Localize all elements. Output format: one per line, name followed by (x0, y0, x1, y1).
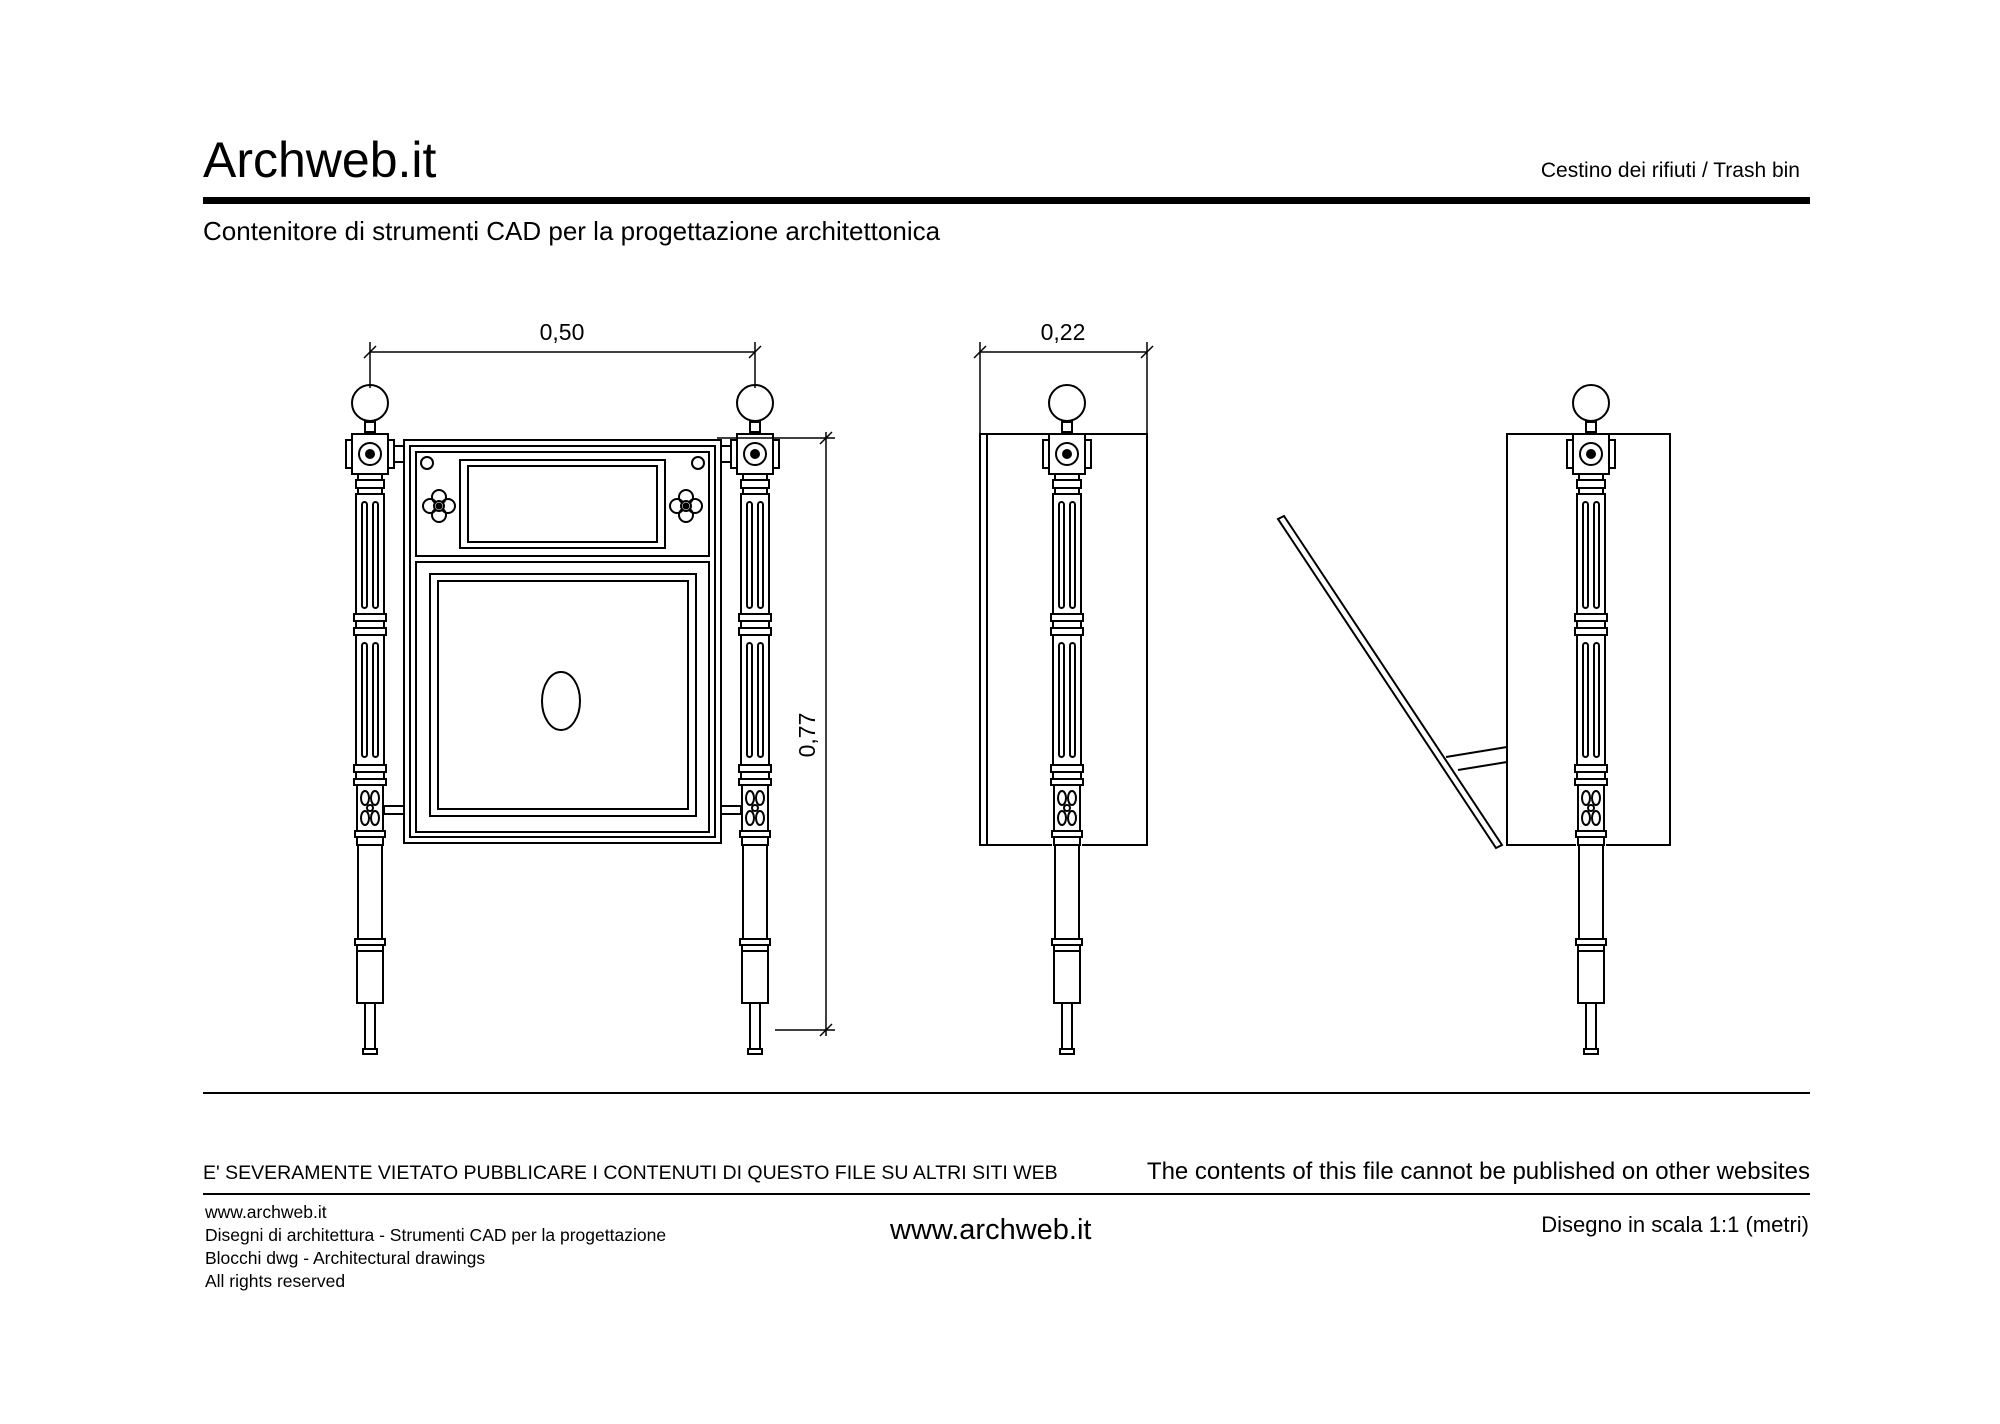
scale-note: Disegno in scala 1:1 (metri) (1541, 1212, 1809, 1237)
footer-line: Disegni di architettura - Strumenti CAD per la progettazione (205, 1225, 667, 1245)
copyright-warning-en: The contents of this file cannot be published on other websites (1146, 1158, 1810, 1185)
copyright-warning-it: E' SEVERAMENTE VIETATO PUBBLICARE I CONTENUTI DI QUESTO FILE SU ALTRI SITI WEB (203, 1162, 1058, 1184)
footer-line: All rights reserved (205, 1271, 346, 1291)
front-height-label: 0,77 (794, 712, 820, 758)
front-width-label: 0,50 (539, 319, 585, 345)
drawing-title: Cestino dei rifiuti / Trash bin (1540, 159, 1800, 182)
footer-url: www.archweb.it (890, 1214, 1092, 1246)
side-view (974, 319, 1153, 1054)
brand-logo-text: Archweb.it (203, 132, 437, 188)
side-depth-label: 0,22 (1040, 319, 1086, 345)
door-emblem (542, 672, 580, 730)
drawing-subtitle: Contenitore di strumenti CAD per la progettazione architettonica (203, 216, 941, 246)
footer-line: Blocchi dwg - Architectural drawings (205, 1248, 486, 1268)
side-view-open (1278, 385, 1670, 1054)
open-lid (1278, 516, 1502, 848)
front-view (346, 319, 835, 1054)
footer-rule (203, 1193, 1810, 1195)
footer-credits (205, 1201, 666, 1293)
front-right-post (731, 385, 779, 1054)
front-left-post (346, 385, 394, 1054)
front-width-dimension (364, 342, 761, 388)
footer-line: www.archweb.it (205, 1202, 327, 1222)
